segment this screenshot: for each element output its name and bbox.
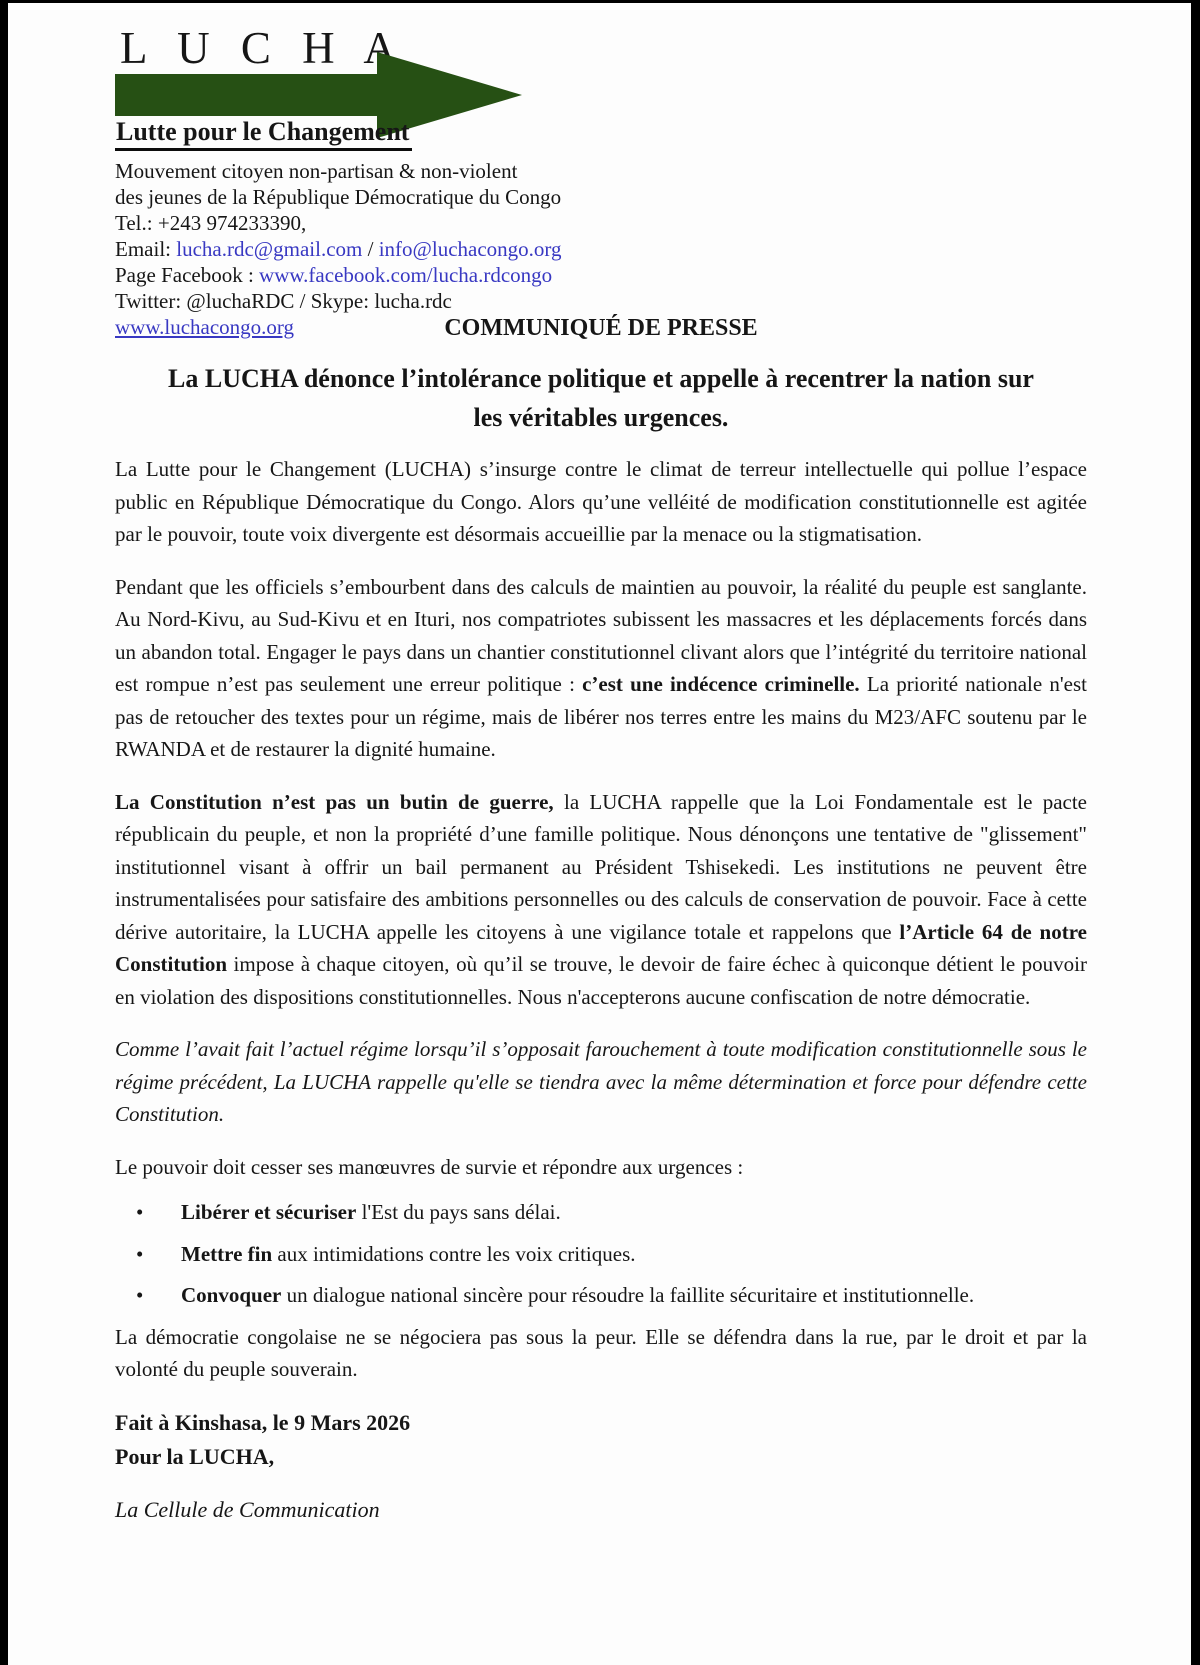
- kicker-communique-de-presse: COMMUNIQUÉ DE PRESSE: [444, 315, 758, 341]
- text-segment: Convoquer: [181, 1283, 282, 1307]
- paragraph-closing: [115, 1321, 1087, 1386]
- contact-facebook-line: [115, 262, 1087, 288]
- text-segment: c’est une indécence criminelle.: [582, 672, 860, 696]
- logo-tagline: Lutte pour le Changement: [115, 117, 412, 151]
- text-segment: Comme l’avait fait l’actuel régime lorsqu’il s’opposait farouchement à toute modification constitutionnelle sous le régime précédent, La LUCHA rappelle qu'elle se tiendra avec la même détermination et force pour défendre cette Constitution.: [115, 1037, 1087, 1126]
- email-label: Email:: [115, 237, 177, 261]
- text-segment: l’Article 64 de notre Constitution: [115, 919, 1087, 976]
- headline: [115, 359, 1087, 437]
- arrow-right-icon: [115, 74, 1087, 116]
- paragraph-intro: [115, 453, 1087, 551]
- website-link[interactable]: www.luchacongo.org: [115, 315, 295, 339]
- text-segment: aux intimidations contre les voix critiques.: [272, 1241, 636, 1266]
- facebook-label: Page Facebook :: [115, 263, 260, 287]
- email-link-luchacongo[interactable]: info@luchacongo.org: [378, 237, 562, 261]
- scan-edge-right: [1191, 0, 1200, 1665]
- text-segment: la LUCHA rappelle que la Loi Fondamentale est le pacte républicain du peuple, et non la propriété d’une famille politique. Nous dénonçons une tentative de "glissement" institutionnel visant à offrir un bail permanent au Président Tshisekedi. Les institutions ne peuvent être instrumentalisées pour satisfaire des ambitions personnelles ou des calculs de conservation de pouvoir. Face à cette dérive autoritaire, la LUCHA appelle les citoyens à une vigilance totale et rappelons que: [115, 789, 1087, 944]
- text-segment: l'Est du pays sans délai.: [356, 1200, 561, 1224]
- headline-line2: les véritables urgences.: [473, 403, 729, 432]
- scan-edge-left: [0, 0, 8, 1665]
- dateline: Fait à Kinshasa, le 9 Mars 2026: [115, 1409, 411, 1435]
- arrow-bar: [115, 74, 377, 116]
- headline-line1: La LUCHA dénonce l’intolérance politique et appelle à recentrer la nation sur: [168, 364, 1034, 393]
- signoff-org: Pour la LUCHA,: [115, 1443, 275, 1469]
- paragraph-demands-intro: [115, 1151, 1087, 1184]
- contact-twitter-skype-line: Twitter: @luchaRDC / Skype: lucha.rdc: [115, 289, 452, 313]
- lucha-wordmark: L U C H A: [120, 23, 406, 73]
- scan-edge-top: [0, 0, 1200, 3]
- contact-movement-line1: Mouvement citoyen non-partisan & non-violent: [115, 159, 518, 183]
- paragraph-italic-reminder: [115, 1033, 1087, 1131]
- press-release-body: [115, 313, 1087, 1525]
- list-item-liberate: [181, 1196, 1087, 1229]
- demands-list: [115, 1196, 1087, 1312]
- contact-email-line: [115, 236, 1087, 262]
- list-item-end-intimidation: [181, 1238, 1087, 1271]
- text-segment: un dialogue national sincère pour résoudre la faillite sécuritaire et institutionnelle.: [281, 1283, 975, 1307]
- text-segment: La Constitution n’est pas un butin de guerre,: [115, 789, 554, 814]
- text-segment: Pendant que les officiels s’embourbent dans des calculs de maintien au pouvoir, la réalité du peuple est sanglante. Au Nord-Kivu, au Sud-Kivu et en Ituri, nos compatriotes subissent les massacres et les déplacements forcés dans un abandon total. Engager le pays dans un chantier constitutionnel clivant alors que l’intégrité du territoire national est rompue n’est pas seulement une erreur politique :: [115, 574, 1087, 696]
- text-segment: impose à chaque citoyen, où qu’il se trouve, le devoir de faire échec à quiconque détient le pouvoir en violation des dispositions constitutionnelles. Nous n'accepterons aucune confiscation de notre démocratie.: [115, 952, 1087, 1009]
- text-segment: Le pouvoir doit cesser ses manœuvres de survie et répondre aux urgences :: [115, 1154, 744, 1179]
- email-separator: /: [362, 237, 379, 261]
- text-segment: Mettre fin: [181, 1241, 273, 1266]
- signature: La Cellule de Communication: [115, 1496, 380, 1522]
- paragraph-security-situation: [115, 571, 1087, 766]
- letterhead: [115, 23, 1087, 340]
- email-link-gmail[interactable]: lucha.rdc@gmail.com: [176, 237, 363, 261]
- contact-movement-line2: des jeunes de la République Démocratique du Congo: [115, 185, 562, 209]
- contact-telephone: Tel.: +243 974233390,: [115, 211, 307, 235]
- text-segment: La priorité nationale n'est pas de retoucher des textes pour un régime, mais de libérer nos terres entre les mains du M23/AFC soutenu par le RWANDA et de restaurer la dignité humaine.: [115, 672, 1087, 761]
- document-footer: [115, 1406, 1087, 1525]
- list-item-dialogue: [181, 1279, 1087, 1312]
- text-segment: La démocratie congolaise ne se négociera pas sous la peur. Elle se défendra dans la rue, par le droit et par la volonté du peuple souverain.: [115, 1324, 1087, 1381]
- text-segment: La Lutte pour le Changement (LUCHA) s’insurge contre le climat de terreur intellectuelle qui pollue l’espace public en République Démocratique du Congo. Alors qu’une velléité de modification constitutionnelle est agitée par le pouvoir, toute voix divergente est désormais accueillie par la menace ou la stigmatisation.: [115, 457, 1087, 546]
- facebook-link[interactable]: www.facebook.com/lucha.rdcongo: [259, 263, 553, 287]
- paragraph-constitution: [115, 786, 1087, 1014]
- text-segment: Libérer et sécuriser: [181, 1200, 357, 1224]
